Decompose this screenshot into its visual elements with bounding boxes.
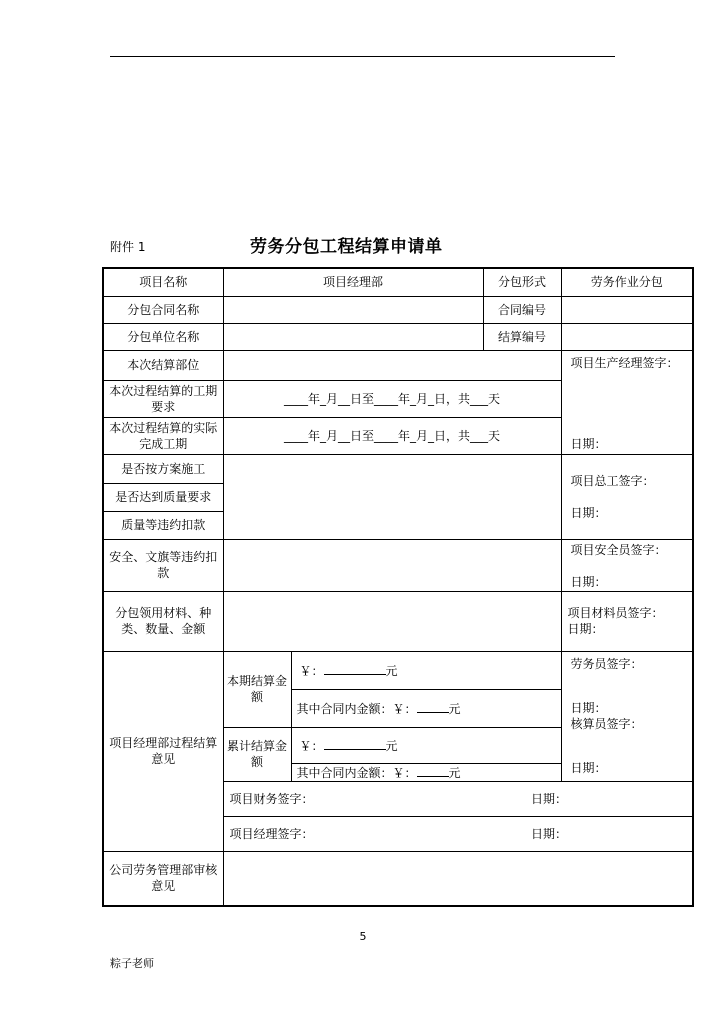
cost-officer-sign-label: 核算员签字： — [570, 716, 643, 731]
cumulative-amount-cell[interactable] — [291, 727, 561, 763]
subcontract-form-value: 劳务作业分包 — [561, 268, 693, 296]
contract-name-label: 分包合同名称 — [103, 296, 223, 323]
period-actual-text[interactable]: ____年_月__日至____年_月_日，共___天 — [223, 418, 561, 454]
cumulative-inner-amount-cell[interactable] — [291, 763, 561, 781]
quality-deduct-label: 质量等违约扣款 — [103, 511, 223, 539]
cumulative-inner-unit: 元 — [448, 765, 461, 780]
footer-author: 粽子老师 — [110, 957, 154, 970]
current-inner-unit: 元 — [448, 701, 461, 716]
cumulative-amount-unit: 元 — [385, 738, 398, 753]
cumulative-amount-label: 累计结算金额 — [223, 727, 291, 781]
page-number: 5 — [359, 930, 367, 943]
safety-deduct-label: 安全、文旗等违约扣款 — [103, 539, 223, 591]
company-review-input[interactable] — [223, 851, 693, 906]
contract-name-input[interactable] — [223, 296, 483, 323]
settlement-part-label: 本次结算部位 — [103, 350, 223, 380]
safety-officer-sign-label: 项目安全员签字： — [570, 542, 667, 557]
current-inner-amount-cell[interactable] — [291, 689, 561, 727]
current-inner-prefix: 其中合同内金额：￥： — [296, 701, 417, 716]
unit-name-label: 分包单位名称 — [103, 323, 223, 350]
quality-input[interactable] — [223, 454, 561, 539]
manager-sign-label: 项目经理签字： — [229, 826, 314, 841]
settlement-form-table — [102, 267, 694, 907]
current-inner-blank[interactable] — [417, 700, 449, 713]
cumulative-inner-blank[interactable] — [417, 764, 449, 777]
material-officer-signature-cell[interactable] — [561, 591, 693, 651]
attachment-label: 附件 1 — [110, 240, 146, 254]
finance-sign-label: 项目财务签字： — [229, 791, 314, 806]
production-manager-sign-label: 项目生产经理签字： — [570, 355, 679, 370]
labor-officer-sign-label: 劳务员签字： — [570, 656, 643, 671]
company-review-label: 公司劳务管理部审核意见 — [103, 851, 223, 906]
safety-officer-date-label: 日期： — [570, 574, 607, 589]
labor-officer-signature-cell[interactable] — [561, 651, 693, 781]
opinion-label: 项目经理部过程结算意见 — [103, 651, 223, 851]
settlement-no-input[interactable] — [561, 323, 693, 350]
cumulative-amount-blank[interactable] — [324, 737, 386, 750]
chief-engineer-sign-label: 项目总工签字： — [570, 473, 655, 488]
settlement-part-input[interactable] — [223, 350, 561, 380]
settlement-no-label: 结算编号 — [483, 323, 561, 350]
material-officer-date-label: 日期： — [567, 622, 604, 636]
contract-no-input[interactable] — [561, 296, 693, 323]
manager-date-label: 日期： — [531, 826, 568, 841]
material-officer-sign-label: 项目材料员签字： — [567, 606, 664, 620]
unit-name-input[interactable] — [223, 323, 483, 350]
project-name-value: 项目经理部 — [223, 268, 483, 296]
quality-label: 是否达到质量要求 — [103, 483, 223, 511]
production-manager-signature-cell[interactable] — [561, 350, 693, 454]
current-amount-blank[interactable] — [324, 662, 386, 675]
period-required-label: 本次过程结算的工期要求 — [103, 380, 223, 418]
finance-date-label: 日期： — [531, 791, 568, 806]
cumulative-amount-prefix: ￥： — [299, 738, 324, 753]
finance-sign-cell[interactable] — [223, 781, 693, 816]
header-rule — [110, 56, 615, 57]
scheme-label: 是否按方案施工 — [103, 454, 223, 483]
chief-engineer-signature-cell[interactable] — [561, 454, 693, 539]
page-title: 劳务分包工程结算申请单 — [250, 237, 443, 257]
production-manager-date-label: 日期： — [570, 436, 607, 451]
period-required-text[interactable]: ____年_月__日至____年_月_日，共___天 — [223, 380, 561, 418]
current-amount-unit: 元 — [385, 663, 398, 678]
subcontract-form-label: 分包形式 — [483, 268, 561, 296]
current-amount-cell[interactable] — [291, 651, 561, 689]
safety-deduct-input[interactable] — [223, 539, 561, 591]
materials-input[interactable] — [223, 591, 561, 651]
safety-officer-signature-cell[interactable] — [561, 539, 693, 591]
project-name-label: 项目名称 — [103, 268, 223, 296]
current-amount-label: 本期结算金额 — [223, 651, 291, 727]
chief-engineer-date-label: 日期： — [570, 505, 607, 520]
materials-label: 分包领用材料、种类、数量、金额 — [103, 591, 223, 651]
labor-officer-date-label: 日期： — [570, 700, 607, 715]
contract-no-label: 合同编号 — [483, 296, 561, 323]
period-actual-label: 本次过程结算的实际完成工期 — [103, 418, 223, 454]
cost-officer-date-label: 日期： — [570, 760, 607, 775]
cumulative-inner-prefix: 其中合同内金额：￥： — [296, 765, 417, 780]
current-amount-prefix: ￥： — [299, 663, 324, 678]
manager-sign-cell[interactable] — [223, 816, 693, 851]
